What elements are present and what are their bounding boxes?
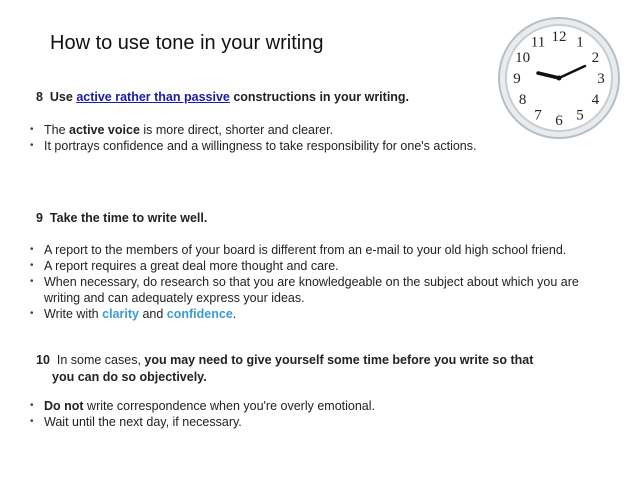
clock-numeral: 3 xyxy=(597,71,605,87)
list-item: • Do not write correspondence when you're overly emotional. xyxy=(30,398,375,414)
clock-numeral: 5 xyxy=(576,107,584,124)
confidence-text: confidence xyxy=(166,307,233,321)
list-item: • A report to the members of your board is different from an e-mail to your old high school friend. xyxy=(30,242,579,258)
list-item: • A report requires a great deal more thought and care. xyxy=(30,258,579,274)
section-8-number: 8 xyxy=(36,90,43,104)
clock-numeral: 9 xyxy=(513,71,521,87)
section-9-number: 9 xyxy=(36,211,43,225)
clock-numeral: 4 xyxy=(591,92,600,108)
section-9-title: Take the time to write well. xyxy=(49,211,208,225)
clarity-text: clarity xyxy=(102,307,139,321)
section-8-lead: Use xyxy=(49,90,77,104)
clock-numeral: 10 xyxy=(515,50,531,66)
section-8-rest: constructions in your writing. xyxy=(229,90,410,104)
section-10-heading xyxy=(36,352,533,386)
section-10-bold-1: you may need to give yourself some time before you write so that xyxy=(144,353,534,367)
list-item: • When necessary, do research so that you are knowledgeable on the subject about which you are writing and can adequately express your ideas. xyxy=(30,274,579,306)
section-9-heading xyxy=(36,211,207,225)
active-voice-text: active voice xyxy=(69,123,140,137)
section-10-lead: In some cases, xyxy=(56,353,145,367)
clock-numeral: 12 xyxy=(551,29,567,45)
list-item: • It portrays confidence and a willingness to take responsibility for one's actions. xyxy=(30,138,476,154)
list-item: • The active voice is more direct, shorter and clearer. xyxy=(30,122,476,138)
clock-numeral: 2 xyxy=(591,50,600,66)
clock-icon xyxy=(497,16,621,140)
section-8-heading xyxy=(36,90,409,104)
clock-numeral: 8 xyxy=(518,92,527,108)
clock-numeral: 1 xyxy=(576,34,584,51)
active-passive-link[interactable]: active rather than passive xyxy=(76,90,230,104)
section-10-bold-2: you can do so objectively. xyxy=(52,370,207,384)
clock-numeral: 6 xyxy=(555,113,563,129)
section-8-list xyxy=(30,122,476,154)
clock-numeral: 7 xyxy=(534,107,542,124)
page-title: How to use tone in your writing xyxy=(50,32,324,54)
section-10-number: 10 xyxy=(36,353,50,367)
section-9-list xyxy=(30,242,579,322)
do-not-text: Do not xyxy=(44,399,84,413)
list-item: • Wait until the next day, if necessary. xyxy=(30,414,375,430)
clock-numeral: 11 xyxy=(530,34,546,51)
section-10-list xyxy=(30,398,375,430)
list-item: • Write with clarity and confidence. xyxy=(30,306,579,322)
